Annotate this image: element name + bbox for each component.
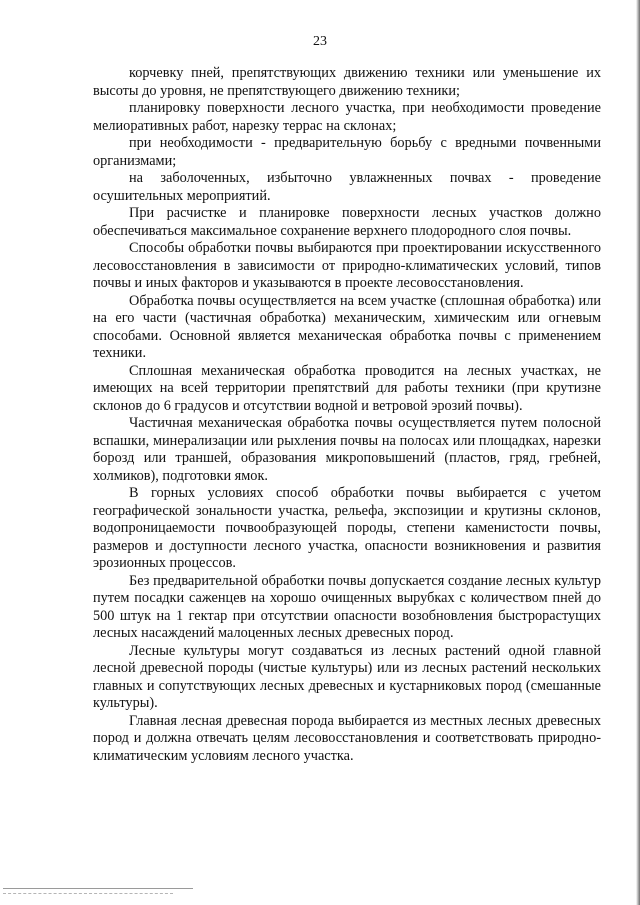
paragraph-4: на заболоченных, избыточно увлажненных почвах - проведение осушительных мероприятий. xyxy=(93,170,601,204)
scan-footer-line xyxy=(3,888,193,890)
paragraph-9: Частичная механическая обработка почвы осуществляется путем полосной вспашки, минерализации или рыхления почвы на полосах или площадках, нарезки борозд или траншей, образования микроповышений (пластов, гряд, гребней, холмиков), подготовки ямок. xyxy=(93,415,601,484)
paragraph-1: корчевку пней, препятствующих движению техники или уменьшение их высоты до уровня, не препятствующего движению техники; xyxy=(93,65,601,99)
paragraph-3: при необходимости - предварительную борьбу с вредными почвенными организмами; xyxy=(93,135,601,169)
page-number: 23 xyxy=(313,34,327,49)
paragraph-7: Обработка почвы осуществляется на всем участке (сплошная обработка) или на его части (частичная обработка) механическим, химическим или огневым способами. Основной является механическая обработка почвы с применением техники. xyxy=(93,292,601,361)
paragraph-12: Лесные культуры могут создаваться из лесных растений одной главной лесной древесной породы (чистые культуры) или из лесных растений нескольких главных и сопутствующих лесных древесных и кустарниковых пород (смешанные культуры). xyxy=(93,642,601,711)
scan-footer-dashes xyxy=(3,893,173,895)
paragraph-10: В горных условиях способ обработки почвы выбирается с учетом географической зональности участка, рельефа, экспозиции и крутизны склонов, водопроницаемости почвообразующей породы, степени каменистости почвы, размеров и доступности лесного участка, опасности возникновения и развития эрозионных процессов. xyxy=(93,485,601,571)
paragraph-2: планировку поверхности лесного участка, при необходимости проведение мелиоративных работ, нарезку террас на склонах; xyxy=(93,100,601,134)
paragraph-8: Сплошная механическая обработка проводится на лесных участках, не имеющих на всей территории препятствий для работы техники (при крутизне склонов до 6 градусов и отсутствии водной и ветровой эрозий почвы). xyxy=(93,362,601,414)
paragraph-11: Без предварительной обработки почвы допускается создание лесных культур путем посадки саженцев на хорошо очищенных вырубках с количеством пней до 500 штук на 1 гектар при отсутствии опасности возобновления быстрорастущих лесных насаждений малоценных лесных древесных пород. xyxy=(93,572,601,641)
scan-edge-shadow xyxy=(636,0,640,905)
paragraph-6: Способы обработки почвы выбираются при проектировании искусственного лесовосстановления в зависимости от природно-климатических условий, типов почвы и иных факторов и указываются в проекте лесовосстановления. xyxy=(93,240,601,291)
paragraph-5: При расчистке и планировке поверхности лесных участков должно обеспечиваться максимальное сохранение верхнего плодородного слоя почвы. xyxy=(93,205,601,239)
paragraph-13: Главная лесная древесная порода выбирается из местных лесных древесных пород и должна отвечать целям лесовосстановления и соответствовать природно-климатическим условиям лесного участка. xyxy=(93,712,601,764)
document-body xyxy=(93,65,601,765)
